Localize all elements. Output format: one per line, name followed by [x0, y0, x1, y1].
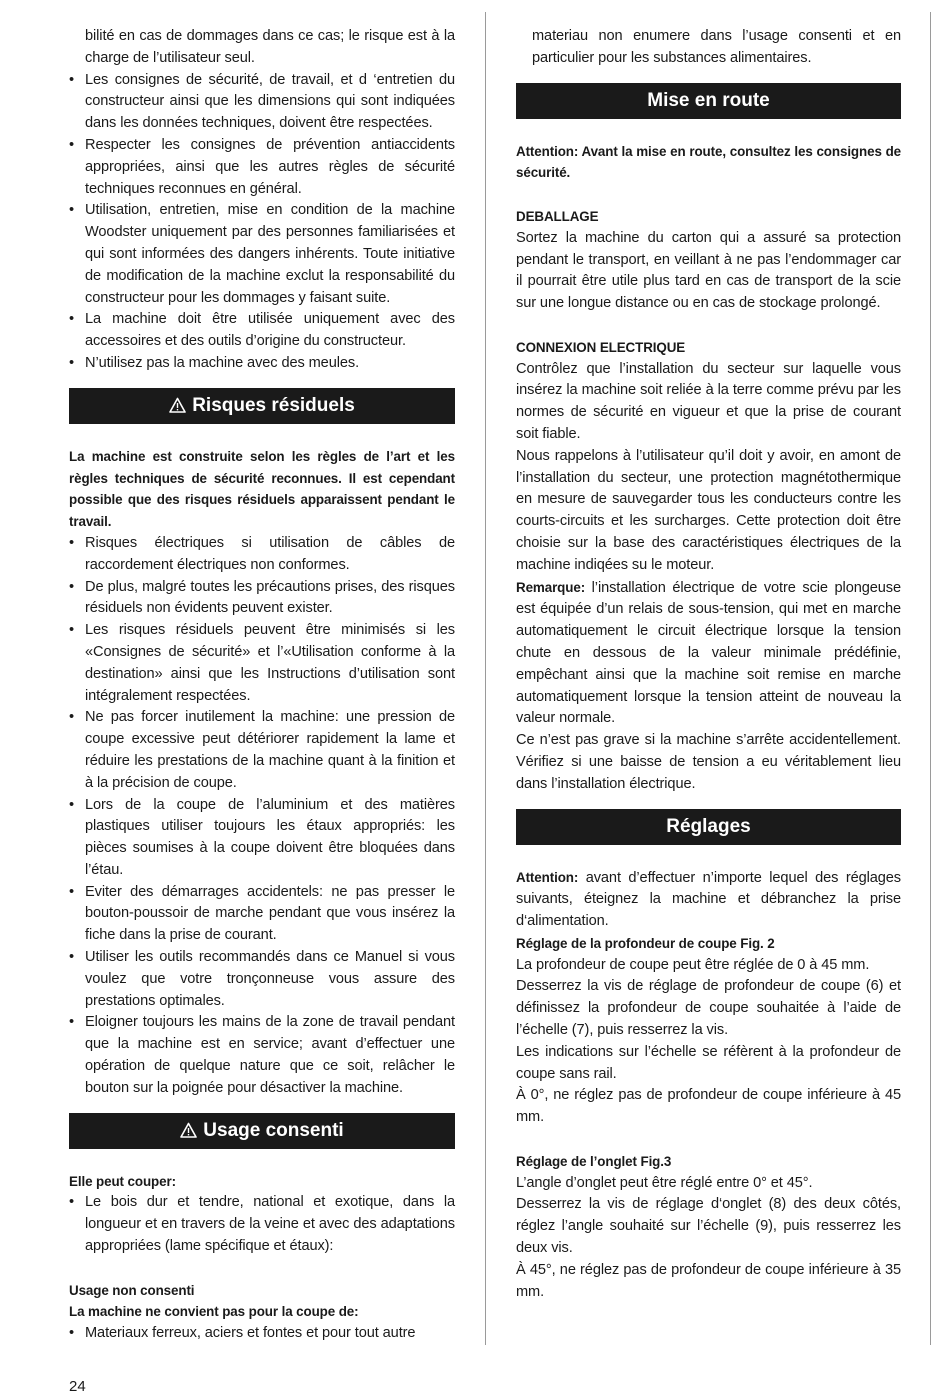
- list-item: • La machine doit être utilisée uniquement avec des accessoires et des outils d’origine du constructeur.: [69, 309, 455, 353]
- list-item: • Utiliser les outils recommandés dans ce Manuel si vous voulez que votre tronçonneuse vous assure des prestations optimales.: [69, 947, 455, 1012]
- not-suitable-list: [69, 1323, 455, 1345]
- not-suitable-continuation: materiau non enumere dans l’usage consenti et en particulier pour les substances alimentaires.: [532, 28, 901, 66]
- list-item: • Les risques résiduels peuvent être minimisés si les «Consignes de sécurité» et l’«Utilisation conforme à la destination» ainsi que les Instructions d’utilisation sont intégralement respectées.: [69, 620, 455, 707]
- electric-heading: CONNEXION ELECTRIQUE: [516, 339, 686, 355]
- column-divider-left: [485, 12, 486, 1345]
- can-cut-list: [69, 1192, 455, 1257]
- list-item: • Lors de la coupe de l’aluminium et des matières plastiques utiliser toujours les étaux appropriés: les pièces soumises à la coupe doivent être bloquées dans l’étau.: [69, 795, 455, 882]
- section-title: Usage consenti: [203, 1119, 344, 1141]
- depth-heading: Réglage de la profondeur de coupe Fig. 2: [516, 935, 775, 951]
- depth-paragraph: Desserrez la vis de réglage de profondeur de coupe (6) et définissez la profondeur de coupe souhaitée à l’aide de l’échelle (7), puis resserrez la vis.: [516, 978, 901, 1039]
- intro-continuation: bilité en cas de dommages dans ce cas; le risque est à la charge de l’utilisateur seul.: [85, 28, 455, 66]
- section-title: Risques résiduels: [192, 394, 355, 416]
- electric-paragraph: Contrôlez que l’installation du secteur sur laquelle vous insérez la machine soit reliée à la terre comme prévu par les normes de sécurité en vigueur et que la prise de courant soit fiable.: [516, 360, 901, 442]
- list-item: • Respecter les consignes de prévention antiaccidents appropriées, ainsi que les autres règles de sécurité techniques reconnues en général.: [69, 135, 455, 200]
- remark-paragraph: [516, 577, 901, 731]
- page-number: 24: [69, 1378, 86, 1395]
- remark-label: Remarque:: [516, 579, 586, 595]
- residual-risk-list: [69, 533, 455, 1100]
- safety-list: [69, 70, 455, 375]
- unpacking-text: Sortez la machine du carton qui a assuré sa protection pendant le transport, en veillant à ne pas l’endommager car il pourrait être utile plus tard en cas de transport de la scie sur une longue distance ou en cas de stockage prolongé.: [516, 229, 901, 312]
- can-cut-heading: Elle peut couper:: [69, 1173, 176, 1189]
- not-suitable-heading: La machine ne convient pas pour la coupe de:: [69, 1304, 359, 1320]
- remark-text: l’installation électrique de votre scie plongeuse est équipée d’un relais de sous-tension, qui met en marche automatiquement le circuit électrique lorsque la tension chute en dessous de la valeur minimale prédéfinie, empêchant ainsi que la machine soit remise en marche automatiquement lorsque la tension atteint de nouveau la valeur normale.: [516, 579, 901, 727]
- depth-paragraph: La profondeur de coupe peut être réglée de 0 à 45 mm.: [516, 956, 870, 973]
- depth-paragraph: À 0°, ne réglez pas de profondeur de coupe inférieure à 45 mm.: [516, 1087, 901, 1126]
- section-header-residual-risks: [69, 388, 455, 424]
- miter-paragraph: À 45°, ne réglez pas de profondeur de coupe inférieure à 35 mm.: [516, 1261, 901, 1300]
- list-item: • N’utilisez pas la machine avec des meules.: [69, 353, 455, 375]
- depth-paragraph: Les indications sur l’échelle se réfèrent à la profondeur de coupe sans rail.: [516, 1043, 901, 1082]
- column-divider-right: [930, 12, 931, 1345]
- list-item: • Le bois dur et tendre, national et exotique, dans la longueur et en travers de la veine et avec des adaptations appropriées (lame spécifique et étaux):: [69, 1192, 455, 1257]
- list-item: • Materiaux ferreux, aciers et fontes et pour tout autre: [69, 1323, 455, 1345]
- right-column: [516, 26, 901, 1303]
- attention-label: Attention:: [516, 869, 579, 885]
- miter-heading: Réglage de l’onglet Fig.3: [516, 1153, 672, 1169]
- miter-paragraph: Desserrez la vis de réglage d‘onglet (8) des deux côtés, réglez l’angle souhaité sur l’échelle (9), puis resserrez les deux vis.: [516, 1196, 901, 1257]
- warning-triangle-icon: [180, 1115, 197, 1151]
- electric-paragraph: Nous rappelons à l’utilisateur qu’il doit y avoir, en amont de l’installation du secteur, une protection magnétothermique en mesure de sauvegarder tous les conducteurs contre les courts-circuits et les surcharges. Cette protection doit être choisie sur la base des caractéristiques électriques de la machine indiqées su le moteur.: [516, 447, 901, 573]
- list-item: • Ne pas forcer inutilement la machine: une pression de coupe excessive peut détériorer rapidement la lame et réduire les prestations de la machine quant à la finition et à la précision de coupe.: [69, 707, 455, 794]
- left-column: [69, 26, 455, 1345]
- list-item: • Eloigner toujours les mains de la zone de travail pendant que la machine est en service; avant d’effectuer une opération de quelque nature que ce soit, relâcher le bouton sur la poignée pour désactiver la machine.: [69, 1012, 455, 1099]
- section-title: Réglages: [666, 815, 751, 837]
- section-header-permitted-use: [69, 1113, 455, 1149]
- attention-text: avant d’effectuer n’importe lequel des réglages suivants, éteignez la machine et débranchez la prise d‘alimentation.: [516, 869, 901, 930]
- list-item: • Utilisation, entretien, mise en condition de la machine Woodster uniquement par des personnes familiarisées et qui sont informées des dangers inhérents. Toute initiative de modification de la machine exclut la responsabilité du constructeur pour les dommages y faisant suite.: [69, 200, 455, 309]
- section-header-startup: [516, 83, 901, 119]
- section-header-settings: [516, 809, 901, 845]
- unpacking-heading: DEBALLAGE: [516, 208, 599, 224]
- miter-paragraph: L’angle d’onglet peut être réglé entre 0° et 45°.: [516, 1174, 813, 1191]
- list-item: • De plus, malgré toutes les précautions prises, des risques résiduels non évidents peuvent exister.: [69, 577, 455, 621]
- list-item: • Risques électriques si utilisation de câbles de raccordement électriques non conformes.: [69, 533, 455, 577]
- settings-attention: [516, 867, 901, 933]
- residual-intro: La machine est construite selon les règles de l’art et les règles techniques de sécurité reconnues. Il est cependant possible que des risques résiduels apparaissent pendant le travail.: [69, 448, 455, 530]
- list-item: • Eviter des démarrages accidentels: ne pas presser le bouton-poussoir de marche pendant que vous insérez la fiche dans la prise de courant.: [69, 882, 455, 947]
- electric-paragraph: Ce n’est pas grave si la machine s’arrête accidentellement. Vérifiez si une baisse de tension a eu véritablement lieu dans l’installation électrique.: [516, 732, 901, 792]
- section-title: Mise en route: [647, 89, 770, 111]
- non-permitted-heading: Usage non consenti: [69, 1282, 195, 1298]
- warning-triangle-icon: [169, 390, 186, 426]
- startup-attention: Attention: Avant la mise en route, consultez les consignes de sécurité.: [516, 143, 901, 181]
- list-item: • Les consignes de sécurité, de travail, et d ‘entretien du constructeur ainsi que les dimensions qui sont indiquées dans les données techniques, doivent être respectées.: [69, 70, 455, 135]
